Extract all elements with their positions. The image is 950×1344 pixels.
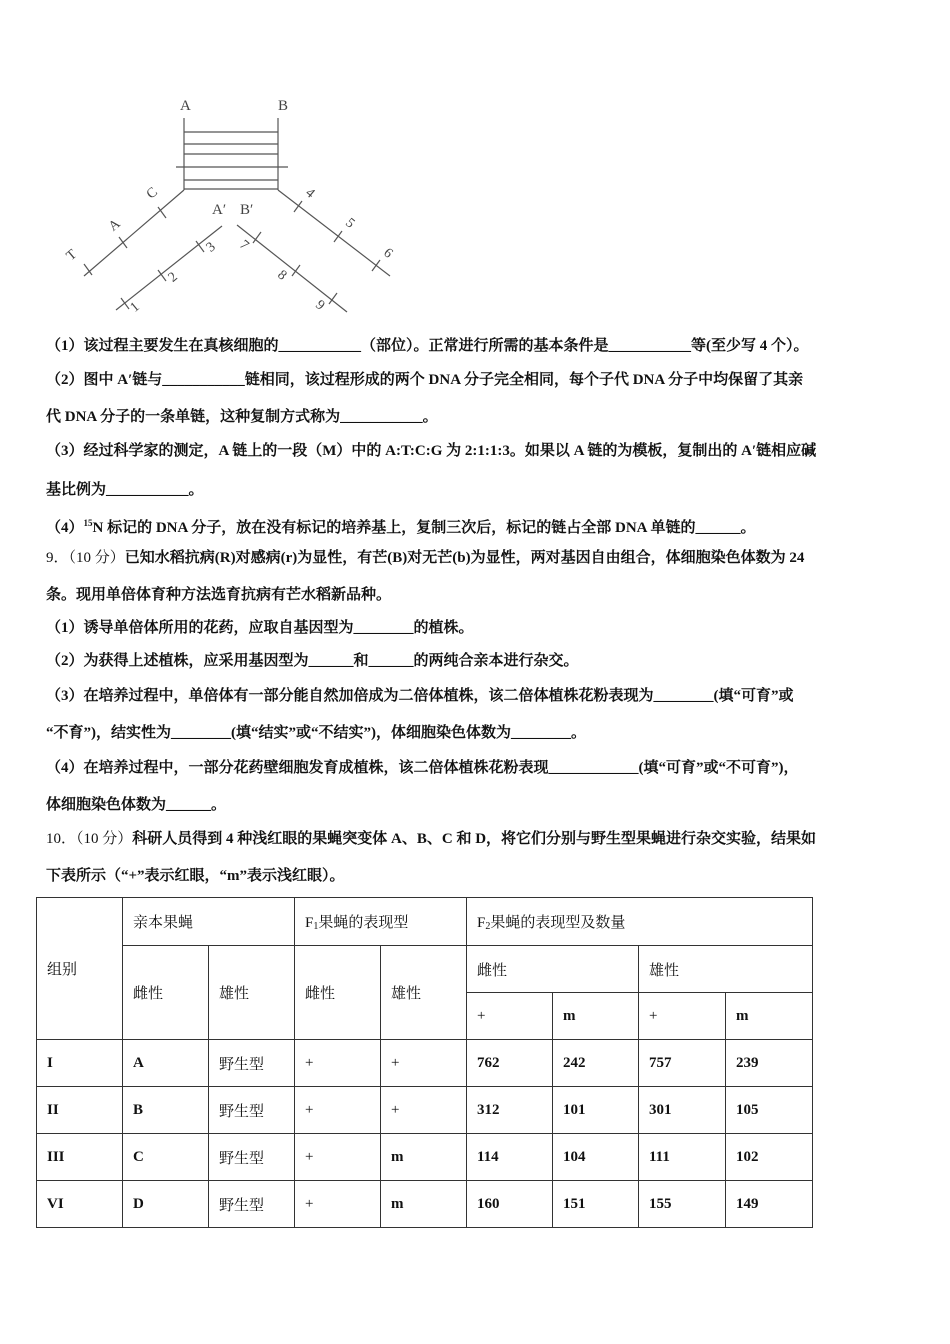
header-f2-phenotype-count	[467, 898, 813, 946]
header-f1-male: 雄性	[381, 946, 467, 1040]
cell-parent-male: 野生型	[209, 1040, 295, 1087]
q9-stem-line1	[46, 548, 804, 568]
q9-number: 9．	[46, 550, 69, 566]
cell-group: III	[37, 1134, 123, 1181]
q9-part3-line1: （3）在培养过程中，单倍体有一部分能自然加倍成为二倍体植株，该二倍体植株花粉表现为________(填“可育”或	[46, 688, 794, 704]
q9-part4-line2: 体细胞染色体数为______。	[46, 797, 227, 813]
base-label: C	[143, 184, 161, 203]
cell-group: II	[37, 1087, 123, 1134]
header-f2-male-m: m	[726, 993, 813, 1040]
cell-f2-female-plus: 160	[467, 1181, 553, 1228]
q8-part4-text: N 标记的 DNA 分子，放在没有标记的培养基上，复制三次后，标记的链占全部 DNA 单链的______。	[92, 520, 756, 536]
table-row	[37, 1134, 813, 1181]
f1-label: F	[305, 915, 314, 931]
base-label: 3	[203, 239, 219, 256]
base-label: 8	[274, 267, 290, 284]
q8-part2-line2: 代 DNA 分子的一条单链，这种复制方式称为___________。	[46, 409, 438, 425]
header-f2-female-plus: +	[467, 993, 553, 1040]
cell-f1-male: m	[381, 1181, 467, 1228]
cell-parent-female: C	[123, 1134, 209, 1181]
q10-score: （10 分）	[76, 831, 133, 847]
q10-stem-line2: 下表所示（“+”表示红眼，“m”表示浅红眼）。	[46, 868, 345, 884]
cell-f1-female: +	[295, 1181, 381, 1228]
header-f1-female: 雌性	[295, 946, 381, 1040]
cell-f2-male-m: 105	[726, 1087, 813, 1134]
base-label: T	[63, 247, 81, 265]
header-f2-male: 雄性	[639, 946, 813, 993]
cell-f2-female-m: 151	[553, 1181, 639, 1228]
header-group: 组别	[37, 898, 123, 1040]
q8-part3-line1: （3）经过科学家的测定，A 链上的一段（M）中的 A:T:C:G 为 2:1:1:3。如果以 A 链的为模板，复制出的 A′链相应碱	[46, 443, 817, 459]
q9-score: （10 分）	[68, 550, 125, 566]
base-label: 6	[380, 245, 396, 262]
cell-f2-male-plus: 155	[639, 1181, 726, 1228]
cross-results-table	[36, 897, 813, 1228]
q8-part4	[46, 513, 755, 538]
cell-f2-male-plus: 301	[639, 1087, 726, 1134]
base-label: 2	[165, 269, 181, 286]
cell-f1-female: +	[295, 1087, 381, 1134]
header-parent-female: 雌性	[123, 946, 209, 1040]
cell-f1-male: +	[381, 1040, 467, 1087]
q8-part2-line1: （2）图中 A′链与___________链相同，该过程形成的两个 DNA 分子完全相同，每个子代 DNA 分子中均保留了其亲	[46, 372, 804, 388]
base-label: 9	[312, 297, 328, 314]
cell-f2-female-plus: 312	[467, 1087, 553, 1134]
q8-part4-prefix: （4）	[46, 520, 84, 536]
cell-group: VI	[37, 1181, 123, 1228]
table-row	[37, 1181, 813, 1228]
q9-stem-line2: 条。现用单倍体育种方法选育抗病有芒水稻新品种。	[46, 587, 392, 603]
cell-f2-male-m: 239	[726, 1040, 813, 1087]
cell-f2-male-m: 149	[726, 1181, 813, 1228]
q10-stem: 科研人员得到 4 种浅红眼的果蝇突变体 A、B、C 和 D，将它们分别与野生型果蝇进行杂交实验，结果如	[132, 831, 817, 847]
f2-label-rest: 果蝇的表现型及数量	[490, 915, 626, 931]
table-row	[37, 1040, 813, 1087]
header-parent-male: 雄性	[209, 946, 295, 1040]
cell-f1-female: +	[295, 1134, 381, 1181]
q9-part3-line2: “不育”)，结实性为________(填“结实”或“不结实”)，体细胞染色体数为________。	[46, 725, 586, 741]
cell-parent-male: 野生型	[209, 1087, 295, 1134]
header-parent-flies: 亲本果蝇	[123, 898, 295, 946]
cell-parent-female: A	[123, 1040, 209, 1087]
cell-parent-male: 野生型	[209, 1181, 295, 1228]
cell-f2-female-m: 101	[553, 1087, 639, 1134]
q8-part3-line2: 基比例为___________。	[46, 482, 204, 498]
q10-stem-line1	[46, 829, 816, 849]
cell-parent-female: D	[123, 1181, 209, 1228]
q9-part4-line1: （4）在培养过程中，一部分花药壁细胞发育成植株，该二倍体植株花粉表现____________(填“可育”或“不可育”)，	[46, 760, 799, 776]
header-f2-female-m: m	[553, 993, 639, 1040]
dna-replication-diagram	[50, 90, 420, 330]
header-f2-female: 雌性	[467, 946, 639, 993]
strand-b-label: B	[278, 98, 289, 114]
base-label: 5	[342, 215, 358, 232]
q8-part1: （1）该过程主要发生在真核细胞的___________（部位）。正常进行所需的基本条件是___________等(至少写 4 个）。	[46, 338, 809, 354]
cell-f1-male: m	[381, 1134, 467, 1181]
isotope-superscript: 15	[83, 518, 93, 528]
q10-number: 10．	[46, 831, 77, 847]
table-row	[37, 1087, 813, 1134]
strand-a-label: A	[180, 98, 191, 114]
cell-f2-male-m: 102	[726, 1134, 813, 1181]
cell-f2-female-m: 242	[553, 1040, 639, 1087]
f1-subscript: 1	[313, 921, 319, 932]
cell-f2-male-plus: 757	[639, 1040, 726, 1087]
base-label: 4	[302, 185, 318, 202]
cell-f2-female-plus: 762	[467, 1040, 553, 1087]
cell-f2-female-plus: 114	[467, 1134, 553, 1181]
cell-f2-male-plus: 111	[639, 1134, 726, 1181]
base-label: 1	[127, 299, 143, 316]
cell-group: I	[37, 1040, 123, 1087]
header-f2-male-plus: +	[639, 993, 726, 1040]
q9-stem: 已知水稻抗病(R)对感病(r)为显性，有芒(B)对无芒(b)为显性，两对基因自由组合，体细胞染色体数为 24	[124, 550, 805, 566]
f2-label: F	[477, 915, 486, 931]
header-f1-phenotype	[295, 898, 467, 946]
cell-f1-male: +	[381, 1087, 467, 1134]
q9-part1: （1）诱导单倍体所用的花药，应取自基因型为________的植株。	[46, 620, 474, 636]
strand-a-prime-label: A′	[212, 202, 227, 218]
f2-subscript: 2	[485, 921, 491, 932]
q9-part2: （2）为获得上述植株，应采用基因型为______和______的两纯合亲本进行杂交。	[46, 653, 579, 669]
cell-parent-male: 野生型	[209, 1134, 295, 1181]
cell-f1-female: +	[295, 1040, 381, 1087]
base-label: A	[106, 216, 124, 235]
f1-label-rest: 果蝇的表现型	[318, 915, 409, 931]
cell-f2-female-m: 104	[553, 1134, 639, 1181]
strand-b-prime-label: B′	[240, 202, 254, 218]
cell-parent-female: B	[123, 1087, 209, 1134]
base-label: 7	[236, 237, 252, 254]
